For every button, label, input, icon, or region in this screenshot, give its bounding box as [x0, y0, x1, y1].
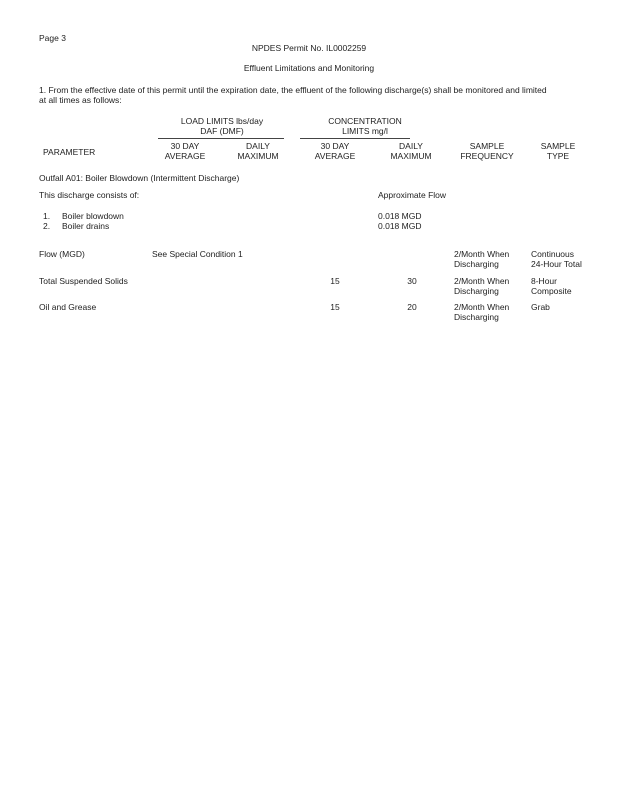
intro-line-1: 1. From the effective date of this permit until the expiration date, the effluent of the following discharge(s) shall be monitored and limited — [39, 85, 547, 95]
table-row-sample-type: Grab — [531, 302, 550, 312]
table-row-frequency: 2/Month When Discharging — [454, 302, 510, 322]
outfall-item-flow: 0.018 MGD — [378, 211, 422, 221]
load-daily-max-header: DAILY MAXIMUM — [237, 141, 279, 161]
table-row-conc-avg: 15 — [330, 276, 340, 286]
outfall-item-name: Boiler blowdown — [62, 211, 124, 221]
table-row-conc-max: 20 — [407, 302, 417, 312]
sample-frequency-header: SAMPLE FREQUENCY — [460, 141, 514, 161]
table-row-conc-max: 30 — [407, 276, 417, 286]
table-row-frequency: 2/Month When Discharging — [454, 249, 510, 269]
conc-daily-max-header: DAILY MAXIMUM — [390, 141, 432, 161]
outfall-title: Outfall A01: Boiler Blowdown (Intermittent Discharge) — [39, 173, 240, 183]
parameter-header: PARAMETER — [43, 147, 96, 157]
discharge-consists-label: This discharge consists of: — [39, 190, 140, 200]
table-row-sample-type: 8-Hour Composite — [531, 276, 572, 296]
permit-number: NPDES Permit No. IL0002259 — [251, 43, 367, 53]
conc-30day-avg-header: 30 DAY AVERAGE — [314, 141, 356, 161]
outfall-item-flow: 0.018 MGD — [378, 221, 422, 231]
outfall-item-num: 2. — [43, 221, 51, 231]
table-row-note: See Special Condition 1 — [152, 249, 243, 259]
table-row-parameter: Total Suspended Solids — [39, 276, 128, 286]
section-title: Effluent Limitations and Monitoring — [243, 63, 375, 73]
table-row-conc-avg: 15 — [330, 302, 340, 312]
concentration-underline — [300, 138, 410, 139]
table-row-sample-type: Continuous 24-Hour Total — [531, 249, 582, 269]
intro-line-2: at all times as follows: — [39, 95, 122, 105]
approximate-flow-label: Approximate Flow — [378, 190, 447, 200]
outfall-item-name: Boiler drains — [62, 221, 110, 231]
table-row-frequency: 2/Month When Discharging — [454, 276, 510, 296]
table-row-parameter: Flow (MGD) — [39, 249, 85, 259]
load-limits-header: LOAD LIMITS lbs/day DAF (DMF) — [180, 116, 264, 136]
outfall-item-num: 1. — [43, 211, 51, 221]
concentration-header: CONCENTRATION LIMITS mg/l — [328, 116, 402, 136]
sample-type-header: SAMPLE TYPE — [540, 141, 576, 161]
page-label: Page 3 — [39, 33, 66, 43]
table-row-parameter: Oil and Grease — [39, 302, 97, 312]
load-limits-underline — [158, 138, 284, 139]
load-30day-avg-header: 30 DAY AVERAGE — [164, 141, 206, 161]
